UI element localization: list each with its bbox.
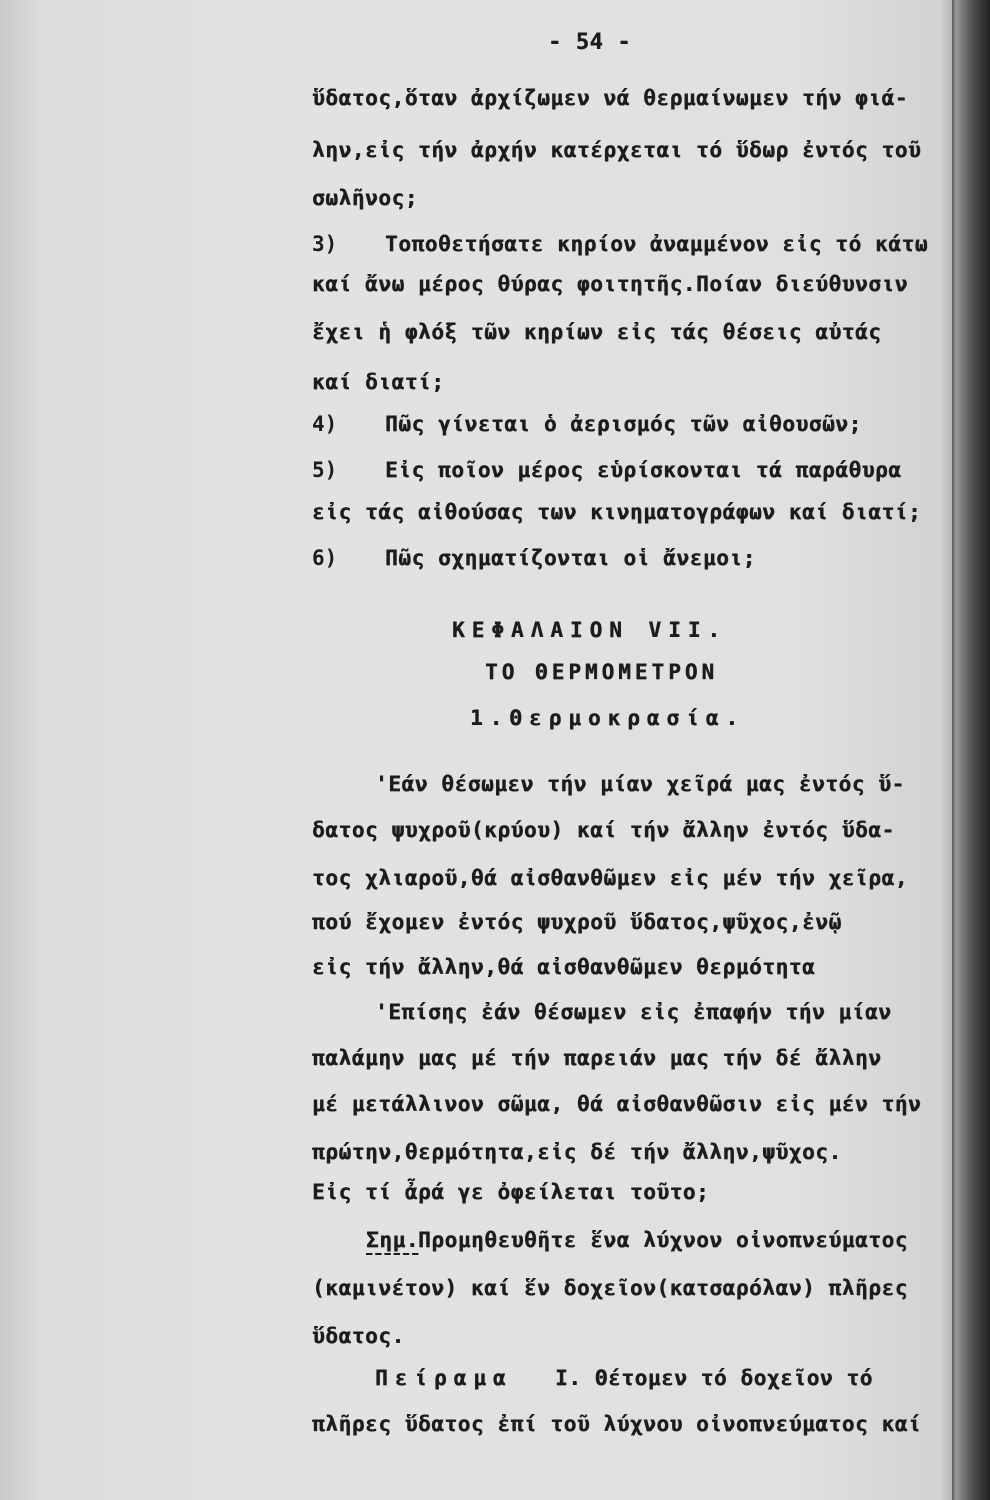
text-line: 'Εάν θέσωμεν τήν μίαν χεῖρά μας ἐντός ὕ-: [375, 772, 905, 796]
question-text: Εἰς ποῖον μέρος εὑρίσκονται τά παράθυρα: [385, 458, 902, 482]
text-line: Προμηθευθῆτε ἕνα λύχνον οἰνοπνεύματος: [418, 1228, 908, 1252]
question-text: Τοποθετήσατε κηρίον ἀναμμένον εἰς τό κάτω: [385, 232, 928, 256]
text-line: πού ἔχομεν ἐντός ψυχροῦ ὕδατος,ψῦχος,ἐνῷ: [312, 910, 842, 934]
text-line: σωλῆνος;: [312, 186, 418, 210]
text-line: ὕδατος.: [312, 1324, 405, 1348]
text-line: δατος ψυχροῦ(κρύου) καί τήν ἄλλην ἐντός ὕδα-: [312, 818, 895, 842]
page-edge: [952, 0, 990, 1500]
text-line: πρώτην,θερμότητα,εἰς δέ τήν ἄλλην,ψῦχος.: [312, 1140, 842, 1164]
question-text: Πῶς γίνεται ὁ ἀερισμός τῶν αἰθουσῶν;: [385, 412, 862, 436]
chapter-title: ΤΟ ΘΕΡΜΟΜΕΤΡΟΝ: [485, 660, 719, 684]
text-line: εἰς τήν ἄλλην,θά αἰσθανθῶμεν θερμότητα: [312, 955, 816, 979]
text-line: Εἰς τί ἆρά γε ὀφείλεται τοῦτο;: [312, 1180, 710, 1204]
text-line: (καμινέτον) καί ἕν δοχεῖον(κατσαρόλαν) πλῆρες: [312, 1276, 908, 1300]
text-line: μέ μετάλλινον σῶμα, θά αἰσθανθῶσιν εἰς μέν τήν: [312, 1092, 922, 1116]
text-line: τος χλιαροῦ,θά αἰσθανθῶμεν εἰς μέν τήν χεῖρα,: [312, 866, 908, 890]
section-heading: 1.Θερμοκρασία.: [470, 706, 746, 730]
chapter-heading: ΚΕΦΑΛΑΙΟΝ VII.: [452, 618, 728, 642]
text-line: 'Επίσης ἐάν θέσωμεν εἰς ἐπαφήν τήν μίαν: [375, 1000, 892, 1024]
text-line: παλάμην μας μέ τήν παρειάν μας τήν δέ ἄλλην: [312, 1046, 882, 1070]
question-text: εἰς τάς αἰθούσας των κινηματογράφων καί διατί;: [312, 500, 922, 524]
question-text: καί διατί;: [312, 370, 445, 394]
text-line: λην,εἰς τήν ἀρχήν κατέρχεται τό ὕδωρ ἐντός τοῦ: [312, 138, 922, 162]
question-text: ἔχει ἡ φλόξ τῶν κηρίων εἰς τάς θέσεις αὐτάς: [312, 320, 882, 344]
page-number: - 54 -: [548, 30, 632, 55]
question-text: καί ἄνω μέρος θύρας φοιτητῆς.Ποίαν διεύθυνσιν: [312, 272, 908, 296]
experiment-label: Πείραμα: [375, 1366, 513, 1390]
question-number: 6): [312, 546, 338, 570]
text-line: ὕδατος,ὅταν ἀρχίζωμεν νά θερμαίνωμεν τήν φιά-: [312, 86, 908, 110]
question-number: 5): [312, 458, 338, 482]
question-number: 4): [312, 412, 338, 436]
text-line: Ι. Θέτομεν τό δοχεῖον τό: [555, 1366, 873, 1390]
text-line: πλῆρες ὕδατος ἐπί τοῦ λύχνου οἰνοπνεύματος καί: [312, 1412, 922, 1436]
note-label: Σημ.: [366, 1228, 419, 1252]
question-number: 3): [312, 232, 338, 256]
question-text: Πῶς σχηματίζονται οἱ ἄνεμοι;: [385, 546, 756, 570]
